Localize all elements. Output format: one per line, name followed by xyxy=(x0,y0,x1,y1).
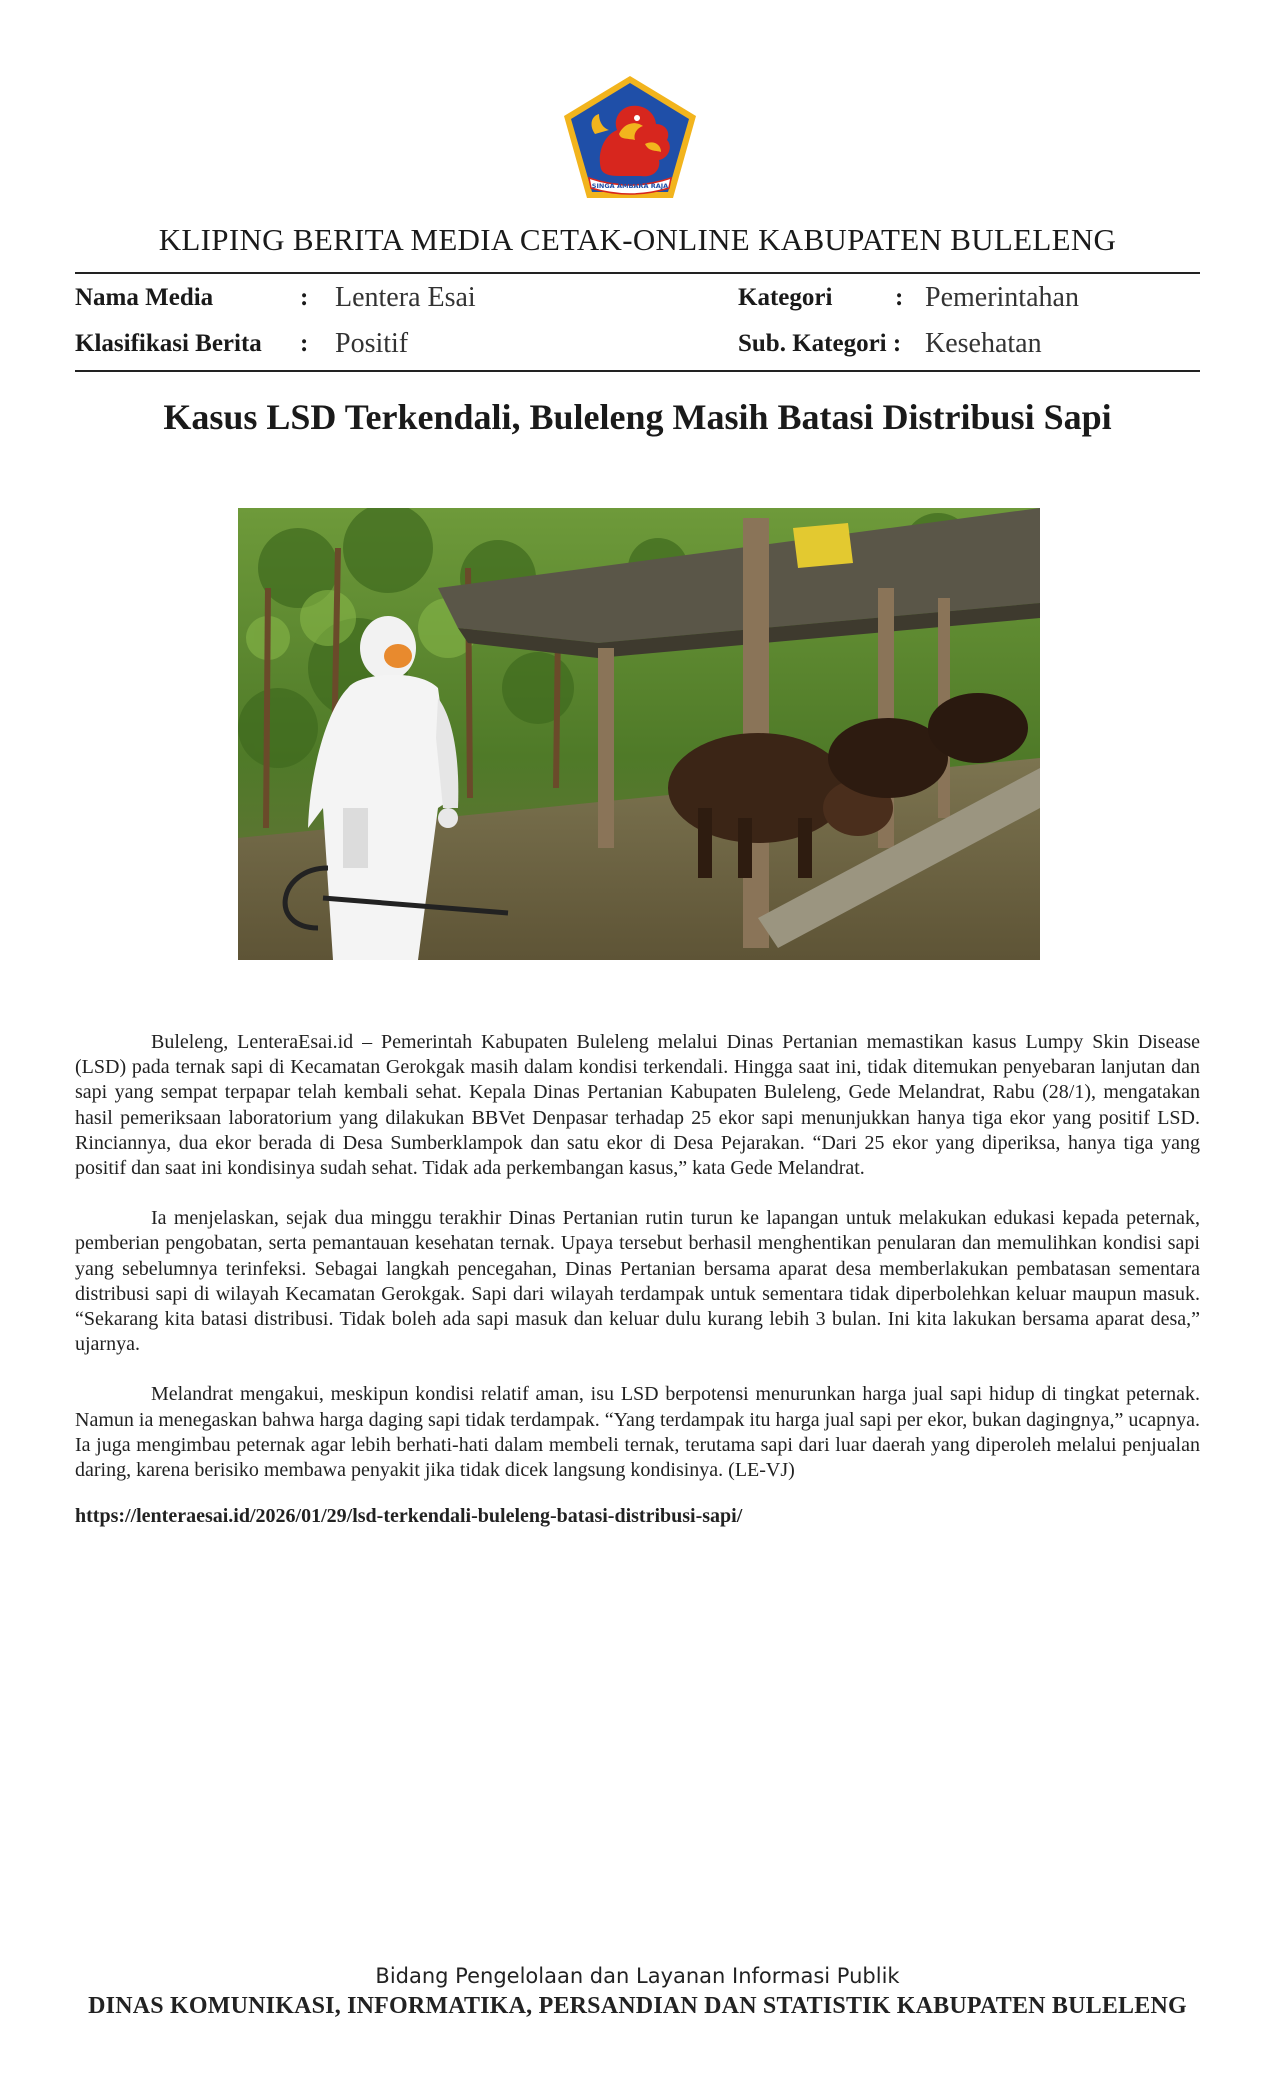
article-paragraph-3: Melandrat mengakui, meskipun kondisi relatif aman, isu LSD berpotensi menurunkan harga jual sapi hidup di tingkat peternak. Namun ia menegaskan bahwa harga daging sapi tidak terdampak. “Yang terdampak itu harga jual sapi per ekor, bukan dagingnya,” ucapnya. Ia juga mengimbau peternak agar lebih berhati-hati dalam membeli ternak, terutama sapi dari luar daerah yang diperoleh melalui penjualan daring, karena berisiko membawa penyakit jika tidak dicek langsung kondisinya. (LE-VJ) xyxy=(75,1383,1200,1482)
meta-row-klasifikasi xyxy=(75,328,1200,364)
subkategori-label: Sub. Kategori : xyxy=(738,330,902,357)
kategori-separator: : xyxy=(895,284,904,311)
media-label: Nama Media xyxy=(75,284,214,311)
article-body xyxy=(75,1030,1200,1508)
klasifikasi-separator: : xyxy=(300,330,309,357)
page-title: KLIPING BERITA MEDIA CETAK-ONLINE KABUPATEN BULELENG xyxy=(158,222,1117,257)
article-paragraph-2: Ia menjelaskan, sejak dua minggu terakhir Dinas Pertanian rutin turun ke lapangan untuk melakukan edukasi kepada peternak, pemberian pengobatan, serta pemantauan kesehatan ternak. Upaya tersebut berhasil menghentikan penularan dan memulihkan kondisi sapi yang sebelumnya terinfeksi. Sebagai langkah pencegahan, Dinas Pertanian bersama aparat desa memberlakukan pembatasan sementara distribusi sapi di wilayah Kecamatan Gerokgak. Sapi dari wilayah terdampak untuk sementara tidak diperbolehkan keluar maupun masuk. “Sekarang kita batasi distribusi. Tidak boleh ada sapi masuk dan keluar dulu kurang lebih 3 bulan. Ini kita lakukan bersama aparat desa,” ujarnya. xyxy=(75,1207,1200,1356)
kategori-value: Pemerintahan xyxy=(925,282,1079,313)
klasifikasi-label: Klasifikasi Berita xyxy=(75,330,262,357)
officer-spraying-cattle-shed-photo xyxy=(238,508,1040,960)
meta-row-media xyxy=(75,282,1200,318)
article-paragraph-1: Buleleng, LenteraEsai.id – Pemerintah Kabupaten Buleleng melalui Dinas Pertanian memastikan kasus Lumpy Skin Disease (LSD) pada ternak sapi di Kecamatan Gerokgak masih dalam kondisi terkendali. Hingga saat ini, tidak ditemukan penyebaran lanjutan dan sapi yang sempat terpapar telah kembali sehat. Kepala Dinas Pertanian Kabupaten Buleleng, Gede Melandrat, Rabu (28/1), mengatakan hasil pemeriksaan laboratorium yang dilakukan BBVet Denpasar terhadap 25 ekor sapi menunjukkan hanya tiga ekor yang positif LSD. Rinciannya, dua ekor berada di Desa Sumberklampok dan satu ekor di Desa Pejarakan. “Dari 25 ekor yang diperiksa, hanya tiga yang positif dan saat ini kondisinya sudah sehat. Tidak ada perkembangan kasus,” kata Gede Melandrat. xyxy=(75,1031,1200,1180)
subkategori-value: Kesehatan xyxy=(925,328,1042,359)
meta-divider xyxy=(75,370,1200,372)
svg-text:SINGA AMBARA RAJA: SINGA AMBARA RAJA xyxy=(591,182,669,190)
source-link[interactable]: https://lenteraesai.id/2026/01/29/lsd-terkendali-buleleng-batasi-distribusi-sapi/ xyxy=(75,1505,743,1527)
footer-title: DINAS KOMUNIKASI, INFORMATIKA, PERSANDIAN DAN STATISTIK KABUPATEN BULELENG xyxy=(88,1993,1187,2019)
article-headline: Kasus LSD Terkendali, Buleleng Masih Batasi Distribusi Sapi xyxy=(163,397,1112,437)
media-value: Lentera Esai xyxy=(335,282,476,313)
kategori-label: Kategori xyxy=(738,284,833,311)
media-separator: : xyxy=(300,284,309,311)
title-divider xyxy=(75,272,1200,274)
buleleng-regency-emblem-icon xyxy=(561,74,699,202)
klasifikasi-value: Positif xyxy=(335,328,409,359)
footer-subtitle: Bidang Pengelolaan dan Layanan Informasi Publik xyxy=(375,1964,900,1988)
